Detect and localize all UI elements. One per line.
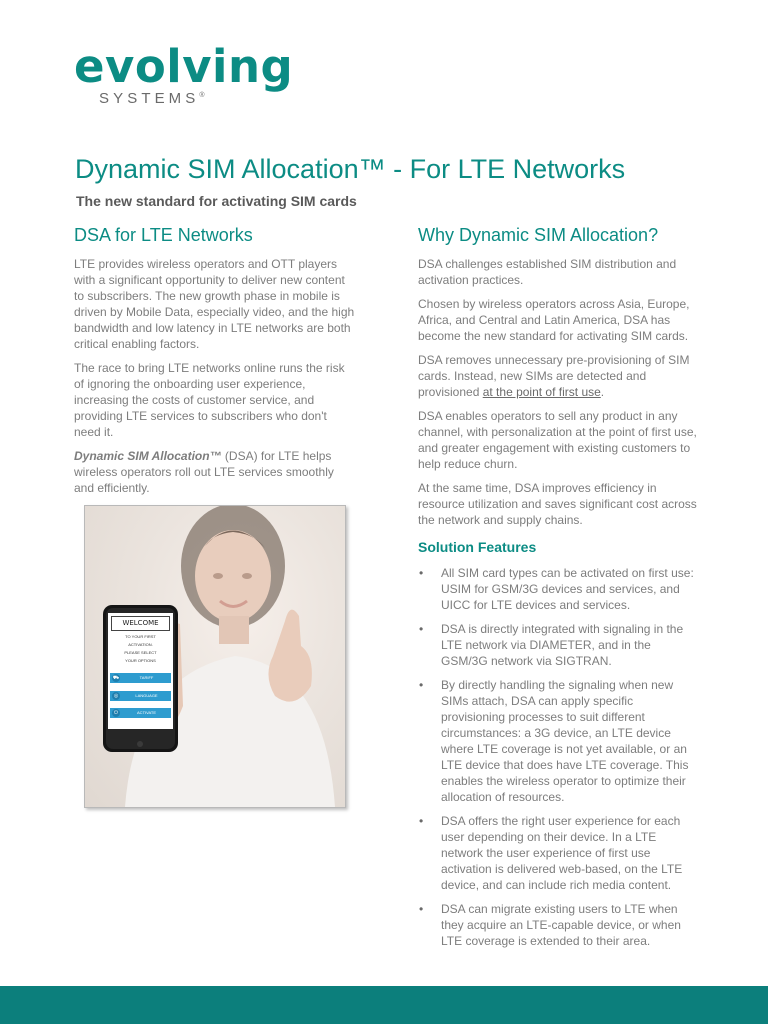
right-paragraph-3-end: . [600,385,605,399]
left-paragraph-3-text: (DSA) for LTE helps wireless operators roll out LTE services smoothly and efficiently. [74,449,334,495]
right-paragraph-4: DSA enables operators to sell any product in any channel, with personalization at the point of first use, and greater engagement with existing customers to help reduce churn. [418,409,697,471]
tariff-label: TARIFF [139,675,154,680]
language-label: LANGUAGE [135,693,158,698]
features-heading: Solution Features [418,539,537,555]
language-option [110,691,171,701]
left-heading: DSA for LTE Networks [74,225,253,245]
welcome-banner: WELCOME [111,616,170,631]
power-icon: ⏻ [112,709,120,717]
left-column [74,225,356,504]
right-paragraph-5: At the same time, DSA improves efficiency in resource utilization and saves significant cost across the network and supply chains. [418,481,697,527]
cart-icon: ⛟ [112,675,120,681]
left-paragraph-3 [74,448,356,496]
globe-icon: ◎ [113,693,119,699]
first-use-link[interactable]: at the point of first use [482,385,601,399]
page-title: Dynamic SIM Allocation™ - For LTE Networks [75,154,626,184]
activate-label: ACTIVATE [137,710,156,715]
left-paragraph-1: LTE provides wireless operators and OTT players with a significant opportunity to deliver new content to subscribers. The new growth phase in mobile is driven by Mobile Data, especially video, and the high bandwidth and low latency in LTE networks are both critical enabling factors. [74,257,355,351]
activate-option [110,708,171,718]
welcome-line: ACTIVATION. [128,642,153,647]
registered-mark: ® [199,92,205,99]
welcome-message [110,633,171,665]
right-paragraph-3 [418,352,700,400]
right-paragraph-1: DSA challenges established SIM distribution and activation practices. [418,257,677,287]
logo-subtitle [99,88,205,107]
page-subtitle: The new standard for activating SIM cards [76,193,357,209]
company-logo [74,40,294,107]
welcome-line: PLEASE SELECT [124,650,157,655]
welcome-line: TO YOUR FIRST [125,634,156,639]
feature-item: • DSA is directly integrated with signaling in the LTE network via DIAMETER, and in the GSM/3G network via SIGTRAN. [418,621,700,669]
feature-item: • By directly handling the signaling when new SIMs attach, DSA can apply specific provisioning processes to suit different circumstances: a 3G device, an LTE device where LTE coverage is not yet available, or an LTE device that does have LTE coverage. This enables the wireless operator to optimize their allocation of resources. [418,677,700,805]
dsa-emphasis: Dynamic SIM Allocation™ [74,449,222,463]
right-paragraph-2: Chosen by wireless operators across Asia, Europe, Africa, and Central and Latin America, DSA has become the new standard for activating SIM cards. [418,297,690,343]
right-heading: Why Dynamic SIM Allocation? [418,225,659,245]
right-column [418,225,700,957]
footer-bar [0,986,768,1024]
feature-item: • DSA can migrate existing users to LTE when they acquire an LTE-capable device, or when LTE coverage is extended to their area. [418,901,700,949]
logo-wordmark: evolving [74,40,294,93]
welcome-line: YOUR OPTIONS [125,658,156,663]
right-paragraph-3-text: DSA removes unnecessary pre-provisioning of SIM cards. Instead, new SIMs are detected and provisioned [418,353,690,399]
features-list [418,565,700,949]
phone-screen [108,613,173,729]
logo-sub-text: SYSTEMS [99,90,200,107]
feature-item: • All SIM card types can be activated on first use: USIM for GSM/3G devices and services, and UICC for LTE devices and services. [418,565,700,613]
left-paragraph-2: The race to bring LTE networks online runs the risk of ignoring the onboarding user experience, increasing the costs of customer service, and providing LTE services to subscribers who don't need it. [74,361,345,439]
tariff-option [110,673,171,683]
feature-item: • DSA offers the right user experience for each user depending on their device. In a LTE network the user experience of first use activation is delivered web-based, on the LTE device, and can include rich media content. [418,813,700,893]
